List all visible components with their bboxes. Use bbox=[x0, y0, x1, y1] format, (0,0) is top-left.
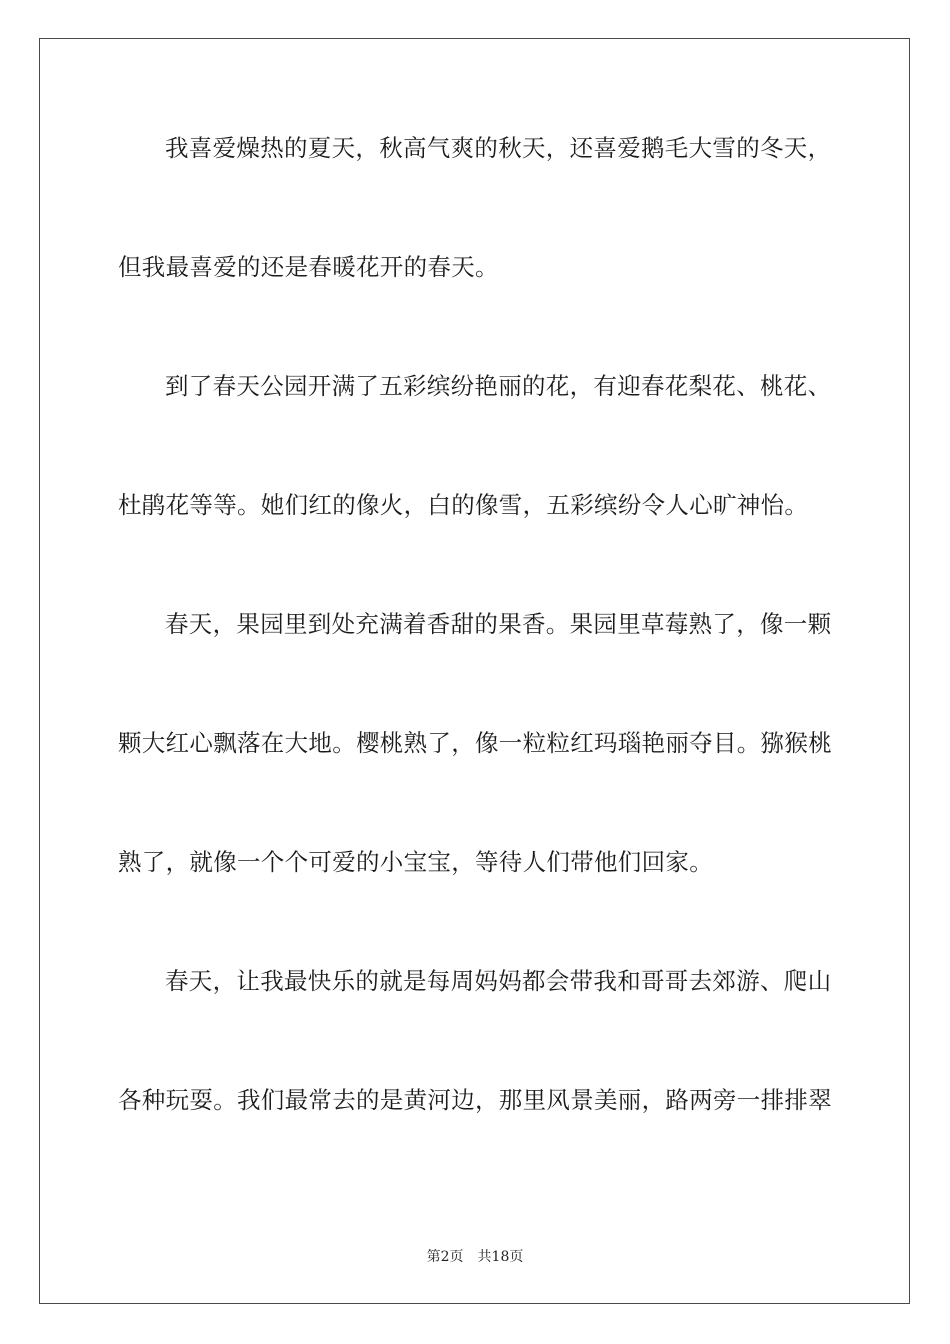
text-line: 颗大红心飘落在大地。樱桃熟了，像一粒粒红玛瑙艳丽夺目。猕猴桃 bbox=[118, 729, 832, 757]
text-line: 春天，让我最快乐的就是每周妈妈都会带我和哥哥去郊游、爬山 bbox=[165, 967, 832, 995]
text-line: 熟了，就像一个个可爱的小宝宝，等待人们带他们回家。 bbox=[118, 848, 713, 876]
text-line: 我喜爱燥热的夏天，秋高气爽的秋天，还喜爱鹅毛大雪的冬天， bbox=[165, 134, 832, 162]
text-line: 各种玩耍。我们最常去的是黄河边，那里风景美丽，路两旁一排排翠 bbox=[118, 1086, 832, 1114]
page-footer bbox=[0, 1246, 950, 1266]
text-line: 杜鹃花等等。她们红的像火，白的像雪，五彩缤纷令人心旷神怡。 bbox=[118, 491, 809, 519]
document-body bbox=[118, 125, 838, 1196]
text-line: 但我最喜爱的还是春暖花开的春天。 bbox=[118, 253, 499, 281]
page-number: 第2页 bbox=[426, 1249, 464, 1265]
text-line: 春天，果园里到处充满着香甜的果香。果园里草莓熟了，像一颗 bbox=[165, 610, 832, 638]
text-line: 到了春天公园开满了五彩缤纷艳丽的花，有迎春花梨花、桃花、 bbox=[165, 372, 832, 400]
total-pages: 共18页 bbox=[477, 1249, 524, 1265]
